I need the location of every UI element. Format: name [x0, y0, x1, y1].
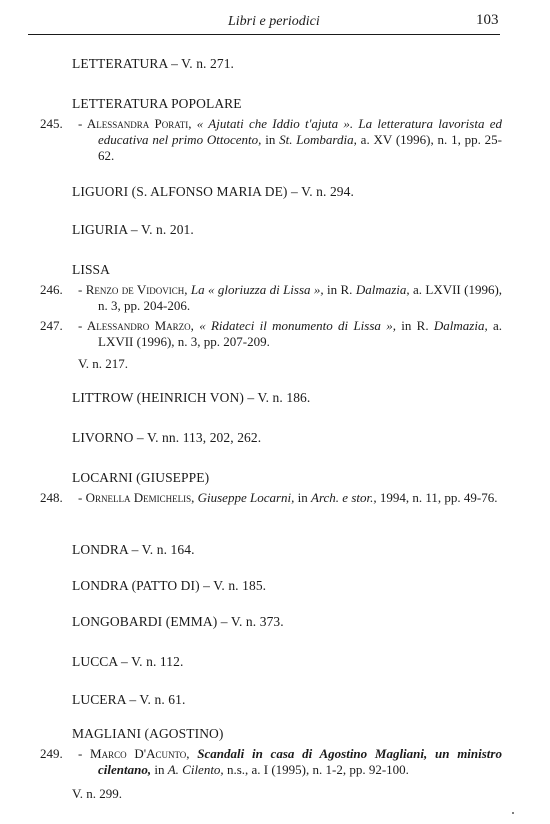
entry-in: in R. — [401, 318, 429, 333]
entry-author: - Alessandra Porati, — [78, 116, 192, 131]
entry-details: a. LXVII (1996), n. 3, pp. 207-209. — [98, 318, 503, 349]
heading-liguori: LIGUORI (S. ALFONSO MARIA DE) – V. n. 294. — [72, 184, 354, 199]
entry-title: « Ajutati che Iddio t'ajuta ». La letteratura lavorista ed educativa nel primo Ottocento, — [98, 116, 502, 147]
entry-details: a. LXVII (1996), n. 3, pp. 204-206. — [98, 282, 503, 313]
entry-in: in — [265, 132, 276, 147]
entry-details: a. XV (1996), n. 1, pp. 25-62. — [98, 132, 503, 163]
entry-title: « Ridateci il monumento di Lissa », — [199, 318, 396, 333]
entry-title: Scandali in casa di Agostino Magliani, un ministro cilentano, — [98, 746, 502, 777]
entry-number: 248. — [40, 490, 63, 505]
entry-journal: A. Cilento, — [167, 762, 224, 777]
heading-lissa: LISSA — [72, 262, 111, 277]
heading-londra: LONDRA – V. n. 164. — [72, 542, 195, 557]
heading-londra-patto: LONDRA (PATTO DI) – V. n. 185. — [72, 578, 267, 593]
entry-number: 247. — [40, 318, 63, 333]
heading-lucera: LUCERA – V. n. 61. — [72, 692, 186, 707]
entry-number: 246. — [40, 282, 63, 297]
running-header-title: Libri e periodici — [228, 14, 320, 29]
entry-number: 249. — [40, 746, 63, 761]
entry-249-see-also: V. n. 299. — [72, 786, 122, 801]
entry-author: - Renzo de Vidovich, — [78, 282, 188, 297]
heading-lucca: LUCCA – V. n. 112. — [72, 654, 184, 669]
entry-author: - Ornella Demichelis, — [78, 490, 195, 505]
entry-246 — [40, 282, 502, 314]
entry-title: Giuseppe Locarni, — [197, 490, 295, 505]
entry-in: in — [297, 490, 308, 505]
entry-in: in R. — [327, 282, 353, 297]
entry-journal: Dalmazia, — [355, 282, 410, 297]
entry-title: La « gloriuzza di Lissa », — [190, 282, 324, 297]
entry-in: in — [154, 762, 165, 777]
heading-letteratura-popolare: LETTERATURA POPOLARE — [72, 96, 242, 111]
page-speck — [512, 812, 514, 814]
entry-245 — [40, 116, 502, 164]
heading-locarni: LOCARNI (GIUSEPPE) — [72, 470, 210, 485]
heading-magliani: MAGLIANI (AGOSTINO) — [72, 726, 224, 741]
entry-247 — [40, 318, 502, 350]
heading-liguria: LIGURIA – V. n. 201. — [72, 222, 194, 237]
heading-letteratura: LETTERATURA – V. n. 271. — [72, 56, 235, 71]
entry-247-see-also: V. n. 217. — [78, 356, 128, 371]
entry-249 — [40, 746, 502, 778]
entry-journal: Dalmazia, — [433, 318, 488, 333]
entry-author: - Alessandro Marzo, — [78, 318, 194, 333]
entry-details: 1994, n. 11, pp. 49-76. — [379, 490, 498, 505]
heading-longobardi: LONGOBARDI (EMMA) – V. n. 373. — [72, 614, 284, 629]
entry-author: - Marco D'Acunto, — [78, 746, 190, 761]
entry-number: 245. — [40, 116, 63, 131]
header-rule — [28, 34, 500, 35]
entry-journal: St. Lombardia, — [279, 132, 357, 147]
heading-littrow: LITTROW (HEINRICH VON) – V. n. 186. — [72, 390, 311, 405]
entry-248 — [40, 490, 502, 506]
page-number: 103 — [476, 12, 499, 28]
entry-details: n.s., a. I (1995), n. 1-2, pp. 92-100. — [226, 762, 409, 777]
entry-journal: Arch. e stor., — [311, 490, 377, 505]
heading-livorno: LIVORNO – V. nn. 113, 202, 262. — [72, 430, 262, 445]
